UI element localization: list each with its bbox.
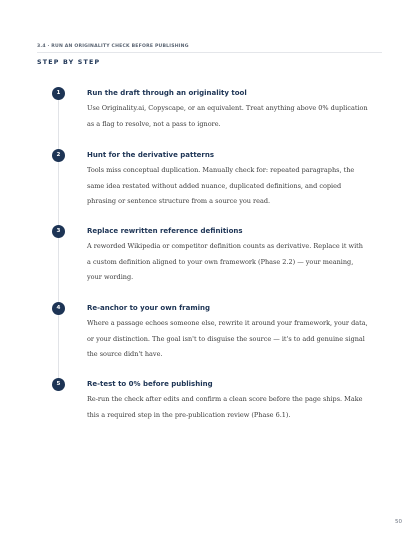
step-text-line: same idea restated without added nuance, duplicated definitions, and copied [87,181,342,190]
running-header: 3.4 · RUN AN ORIGINALITY CHECK BEFORE PUBLISHING [37,44,189,49]
step-text-line: your wording. [87,273,134,281]
step-title: Replace rewritten reference definitions [87,227,243,235]
step-number-badge: 2 [52,149,65,162]
step-description [87,239,387,286]
step-number-badge: 5 [52,378,65,391]
step-title: Hunt for the derivative patterns [87,151,215,159]
step-title: Run the draft through an originality tool [87,89,247,97]
step-description [87,392,387,423]
step-text-line: this a required step in the pre-publication review (Phase 6.1). [87,410,291,419]
step-text-line: Tools miss conceptual duplication. Manually check for: repeated paragraphs, the [87,166,355,174]
step-description [87,163,387,210]
step-text-line: phrasing or sentence structure from a source you read. [87,197,271,205]
step-title: Re-anchor to your own framing [87,304,211,312]
header-divider [37,52,382,53]
step-number-badge: 1 [52,87,65,100]
timeline-line [58,92,59,384]
step-text-line: or your distinction. The goal isn't to disguise the source — it's to add genuine signal [87,334,365,343]
step-text-line: Use Originality.ai, Copyscape, or an equivalent. Treat anything above 0% duplication [87,104,368,112]
step-text-line: Re-run the check after edits and confirm a clean score before the page ships. Make [87,395,363,403]
step-text-line: A reworded Wikipedia or competitor definition counts as derivative. Replace it with [87,242,363,250]
step-text-line: the source didn't have. [87,350,163,358]
step-text-line: as a flag to resolve, not a pass to ignore. [87,119,221,128]
page-number: 50 [395,519,402,525]
step-text-line: a custom definition aligned to your own framework (Phase 2.2) — your meaning, [87,257,354,266]
step-description [87,316,387,363]
step-text-line: Where a passage echoes someone else, rewrite it around your framework, your data, [87,319,368,327]
step-description [87,101,387,132]
step-number-badge: 3 [52,225,65,238]
step-title: Re-test to 0% before publishing [87,380,213,388]
section-label: STEP BY STEP [37,59,101,66]
step-number-badge: 4 [52,302,65,315]
